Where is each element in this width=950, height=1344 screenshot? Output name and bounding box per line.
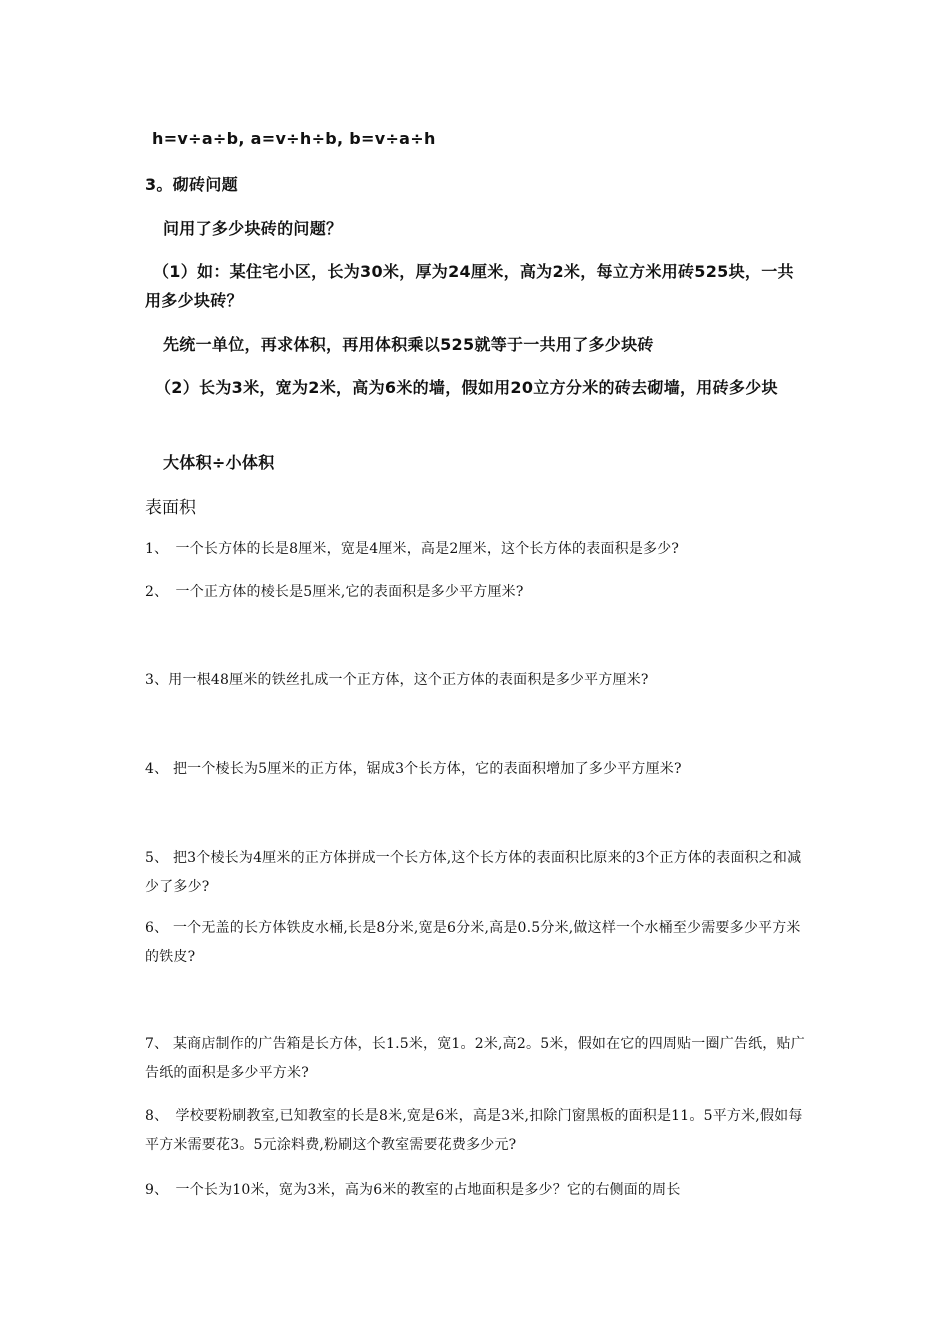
- problem-item: 6、 一个无盖的长方体铁皮水桶,长是8分米,宽是6分米,高是0.5分米,做这样一个水桶至少需要多少平方米的铁皮?: [145, 920, 801, 965]
- section-title-brick: 3。砌砖问题: [145, 175, 238, 194]
- brick-method-2: 大体积÷小体积: [163, 453, 275, 472]
- brick-example-1: （1）如：某住宅小区，长为30米，厚为24厘米，高为2米，每立方米用砖525块，一共用多少块砖？: [145, 262, 794, 310]
- brick-example-2: （2）长为3米，宽为2米，高为6米的墙，假如用20立方分米的砖去砌墙，用砖多少块: [155, 378, 778, 397]
- brick-question: 问用了多少块砖的问题？: [163, 219, 343, 238]
- problem-item: 7、 某商店制作的广告箱是长方体，长1.5米，宽1。2米,高2。5米，假如在它的四周贴一圈广告纸，贴广告纸的面积是多少平方米?: [145, 1036, 805, 1081]
- problem-item: 4、 把一个棱长为5厘米的正方体，锯成3个长方体，它的表面积增加了多少平方厘米?: [145, 761, 682, 777]
- problem-item: 9、 一个长为10米，宽为3米，高为6米的教室的占地面积是多少？它的右侧面的周长: [145, 1182, 681, 1198]
- volume-formula: h=v÷a÷b, a=v÷h÷b, b=v÷a÷h: [152, 129, 436, 148]
- problem-item: 3、用一根48厘米的铁丝扎成一个正方体，这个正方体的表面积是多少平方厘米?: [145, 672, 649, 688]
- problem-item: 5、 把3个棱长为4厘米的正方体拼成一个长方体,这个长方体的表面积比原来的3个正方体的表面积之和减少了多少?: [145, 850, 802, 895]
- problem-item: 1、 一个长方体的长是8厘米，宽是4厘米，高是2厘米，这个长方体的表面积是多少?: [145, 541, 680, 557]
- problem-item: 8、 学校要粉刷教室,已知教室的长是8米,宽是6米，高是3米,扣除门窗黑板的面积是11。5平方米,假如每平方米需要花3。5元涂料费,粉刷这个教室需要花费多少元?: [145, 1108, 803, 1153]
- problem-item: 2、 一个正方体的棱长是5厘米,它的表面积是多少平方厘米?: [145, 584, 524, 600]
- section-heading-surface-area: 表面积: [145, 498, 196, 518]
- brick-method-1: 先统一单位，再求体积，再用体积乘以525就等于一共用了多少块砖: [163, 335, 654, 354]
